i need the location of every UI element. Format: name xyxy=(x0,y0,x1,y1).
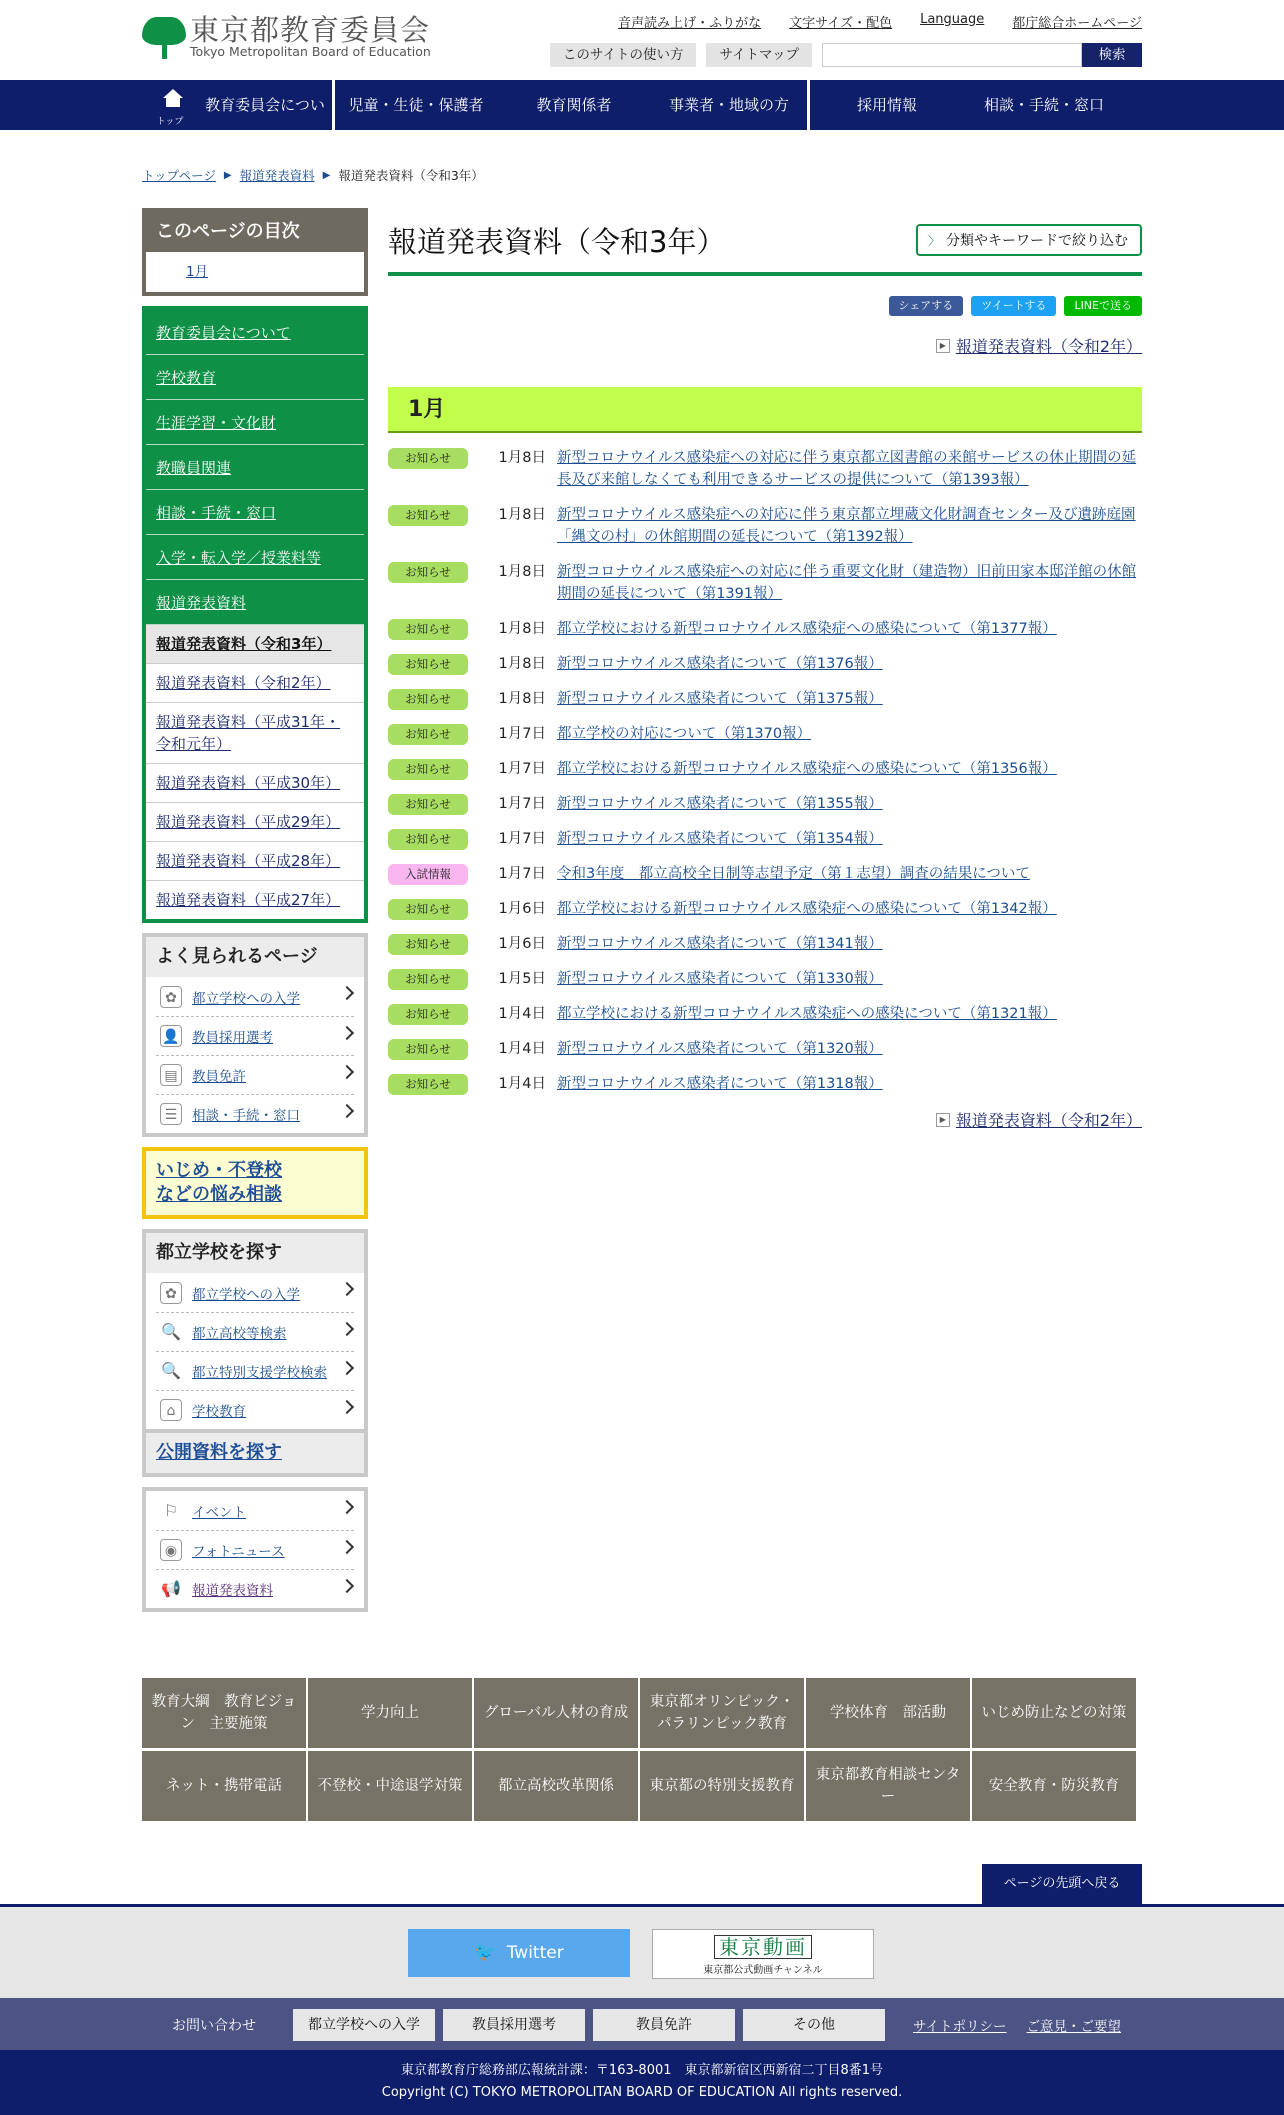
util-link-text-size[interactable]: 文字サイズ・配色 xyxy=(789,16,893,31)
school-link[interactable]: 都立学校への入学 xyxy=(192,1286,300,1303)
news-item xyxy=(388,447,1142,491)
camera-icon: ◉ xyxy=(160,1539,182,1561)
search-button[interactable]: 検索 xyxy=(1082,43,1142,67)
sidenav-item-school[interactable]: 学校教育 xyxy=(146,355,364,400)
tv-title: 東京動画 xyxy=(714,1935,812,1959)
school-emblem-icon: ✿ xyxy=(160,1282,182,1304)
popular-item[interactable] xyxy=(156,1094,354,1133)
megaphone-icon: 📢 xyxy=(161,1579,181,1598)
category-badge: お知らせ xyxy=(388,1039,468,1060)
footer-link-license[interactable]: 教員免許 xyxy=(593,2009,735,2041)
sidenav-item-admission[interactable]: 入学・転入学／授業料等 xyxy=(146,535,364,580)
chevron-right-icon xyxy=(340,1361,354,1375)
news-item xyxy=(388,653,1142,675)
chevron-right-icon xyxy=(340,1540,354,1554)
footer-banner[interactable]: 東京都教育相談センター xyxy=(806,1751,970,1821)
gnav-item-educators[interactable]: 教育関係者 xyxy=(536,96,612,114)
news-link[interactable]: 都立学校における新型コロナウイルス感染症への感染について（第1321報） xyxy=(557,1006,1057,1022)
breadcrumb-current: 報道発表資料（令和3年） xyxy=(338,168,484,183)
prev-year-link[interactable]: ▶ 報道発表資料（令和2年） xyxy=(388,334,1142,357)
chevron-right-icon xyxy=(340,1282,354,1296)
logo-subtitle: Tokyo Metropolitan Board of Education xyxy=(190,44,431,59)
news-item xyxy=(388,828,1142,850)
news-link[interactable]: 新型コロナウイルス感染者について（第1320報） xyxy=(557,1041,883,1057)
sidenav-sub-h27[interactable]: 報道発表資料（平成27年） xyxy=(146,881,364,919)
footer-banners xyxy=(142,1678,1138,1821)
news-link[interactable]: 新型コロナウイルス感染症への対応に伴う東京都立埋蔵文化財調査センター及び遺跡庭園「縄文の村」の休館期間の延長について（第1392報） xyxy=(557,507,1136,545)
news-item xyxy=(388,898,1142,920)
misc-link[interactable]: イベント xyxy=(192,1504,246,1521)
twitter-bird-icon: 🐦 xyxy=(474,1942,497,1963)
popular-title: よく見られるページ xyxy=(146,937,364,977)
popular-link[interactable]: 教員免許 xyxy=(192,1069,246,1085)
category-badge: お知らせ xyxy=(388,654,468,675)
news-date: 1月7日 xyxy=(498,831,546,847)
chevron-right-icon xyxy=(340,1500,354,1514)
utility-links xyxy=(618,12,1142,31)
category-badge: お知らせ xyxy=(388,794,468,815)
news-date: 1月7日 xyxy=(498,761,546,777)
news-link[interactable]: 令和3年度 都立高校全日制等志望予定（第１志望）調査の結果について xyxy=(557,866,1030,882)
filter-button[interactable]: 〉 分類やキーワードで絞り込む xyxy=(916,224,1142,256)
logo-title: 東京都教育委員会 xyxy=(190,13,431,47)
category-badge: お知らせ xyxy=(388,724,468,745)
footer-address: 東京都教育庁総務部広報統計課：〒163-8001 東京都新宿区西新宿二丁目8番1号 xyxy=(400,2063,884,2078)
person-icon: 👤 xyxy=(160,1025,182,1047)
chevron-right-icon: ▶ xyxy=(936,1113,950,1127)
sidenav-item-lifelong[interactable]: 生涯学習・文化財 xyxy=(146,400,364,445)
page-top-button[interactable]: ページの先頭へ戻る xyxy=(982,1864,1142,1904)
footer-links xyxy=(0,1998,1284,2050)
category-badge: お知らせ xyxy=(388,1004,468,1025)
ijime-consult-link[interactable]: いじめ・不登校 などの悩み相談 xyxy=(142,1147,368,1219)
school-item[interactable] xyxy=(156,1273,354,1312)
gnav-home-label: トップ xyxy=(156,117,184,127)
chevron-right-icon: ▶ xyxy=(322,169,331,181)
chevron-right-icon xyxy=(340,1065,354,1079)
footer-banner[interactable]: 学校体育 部活動 xyxy=(806,1678,970,1748)
gnav-item-consult[interactable]: 相談・手続・窓口 xyxy=(983,96,1104,114)
news-date: 1月5日 xyxy=(498,971,546,987)
category-badge: お知らせ xyxy=(388,689,468,710)
toc-title: このページの目次 xyxy=(156,221,300,242)
breadcrumb-top[interactable]: トップページ xyxy=(142,168,216,183)
flag-icon: ⚐ xyxy=(163,1500,179,1520)
chevron-right-icon: ▶ xyxy=(936,339,950,353)
news-date: 1月8日 xyxy=(498,450,546,466)
public-docs-link[interactable]: 公開資料を探す xyxy=(142,1433,368,1477)
news-date: 1月6日 xyxy=(498,936,546,952)
news-date: 1月4日 xyxy=(498,1006,546,1022)
sidebar xyxy=(142,208,368,1612)
misc-link[interactable]: フォトニュース xyxy=(192,1544,285,1560)
gnav-home[interactable] xyxy=(142,80,198,130)
chevron-right-icon xyxy=(340,986,354,1000)
news-date: 1月6日 xyxy=(498,901,546,917)
school-emblem-icon: ✿ xyxy=(160,986,182,1008)
find-school xyxy=(142,1229,368,1433)
category-badge: お知らせ xyxy=(388,505,468,526)
chevron-right-icon xyxy=(340,1400,354,1414)
sidenav-sub-r3[interactable]: 報道発表資料（令和3年） xyxy=(146,625,364,664)
misc-links xyxy=(142,1487,368,1612)
news-item xyxy=(388,618,1142,640)
search-icon: 🔍 xyxy=(161,1361,181,1380)
school-item[interactable] xyxy=(156,1351,354,1390)
news-item xyxy=(388,968,1142,990)
misc-item[interactable] xyxy=(156,1491,354,1530)
news-link[interactable]: 新型コロナウイルス感染者について（第1355報） xyxy=(557,796,883,812)
news-link[interactable]: 新型コロナウイルス感染者について（第1376報） xyxy=(557,656,883,672)
side-nav xyxy=(142,306,368,923)
tv-subtitle: 東京都公式動画チャンネル xyxy=(703,1965,823,1976)
news-link[interactable]: 新型コロナウイルス感染者について（第1354報） xyxy=(557,831,883,847)
chevron-right-icon xyxy=(340,1104,354,1118)
chevron-right-icon xyxy=(340,1026,354,1040)
sidenav-sub-h31[interactable]: 報道発表資料（平成31年・令和元年） xyxy=(146,703,364,764)
category-badge: お知らせ xyxy=(388,899,468,920)
popular-item[interactable] xyxy=(156,1016,354,1055)
sidenav-sub-h29[interactable]: 報道発表資料（平成29年） xyxy=(146,803,364,842)
news-date: 1月8日 xyxy=(498,621,546,637)
news-link[interactable]: 新型コロナウイルス感染者について（第1375報） xyxy=(557,691,883,707)
tokyo-douga-banner[interactable] xyxy=(652,1929,874,1979)
popular-link[interactable]: 都立学校への入学 xyxy=(192,990,300,1007)
misc-item[interactable] xyxy=(156,1530,354,1569)
footer-media xyxy=(0,1904,1284,1998)
news-date: 1月7日 xyxy=(498,866,546,882)
site-policy-link[interactable]: サイトポリシー xyxy=(913,2019,1007,2035)
footer-banner[interactable]: ネット・携帯電話 xyxy=(142,1751,306,1821)
page-title: 報道発表資料（令和3年） xyxy=(388,224,726,259)
twitter-banner[interactable]: 🐦 Twitter xyxy=(408,1929,630,1977)
news-item xyxy=(388,1003,1142,1025)
news-link[interactable]: 都立学校の対応について（第1370報） xyxy=(557,726,812,742)
category-badge: お知らせ xyxy=(388,448,468,469)
news-item xyxy=(388,863,1142,885)
inquiry-label: お問い合わせ xyxy=(172,2018,256,2034)
month-heading: 1月 xyxy=(388,387,1142,433)
home-icon xyxy=(163,89,183,98)
news-date: 1月7日 xyxy=(498,726,546,742)
gnav-item-recruit[interactable]: 採用情報 xyxy=(856,96,917,114)
news-item xyxy=(388,793,1142,815)
category-badge: お知らせ xyxy=(388,969,468,990)
footer-banner[interactable]: 不登校・中途退学対策 xyxy=(308,1751,472,1821)
school-building-icon: ⌂ xyxy=(160,1399,182,1421)
news-date: 1月7日 xyxy=(498,796,546,812)
site-guide-button[interactable]: このサイトの使い方 xyxy=(550,43,697,67)
news-link[interactable]: 新型コロナウイルス感染者について（第1318報） xyxy=(557,1076,883,1092)
util-link-tocho[interactable]: 都庁総合ホームページ xyxy=(1012,16,1142,31)
popular-item[interactable] xyxy=(156,977,354,1016)
footer-banner[interactable]: いじめ防止などの対策 xyxy=(972,1678,1136,1748)
news-link[interactable]: 都立学校における新型コロナウイルス感染症への感染について（第1342報） xyxy=(557,901,1057,917)
category-badge: お知らせ xyxy=(388,934,468,955)
sidenav-item-staff[interactable]: 教職員関連 xyxy=(146,445,364,490)
news-date: 1月4日 xyxy=(498,1041,546,1057)
chevron-right-icon: 〉 xyxy=(927,233,940,248)
sitemap-button[interactable]: サイトマップ xyxy=(706,43,812,67)
breadcrumb xyxy=(142,166,484,184)
sidenav-item-press[interactable]: 報道発表資料 xyxy=(146,580,364,625)
popular-link[interactable]: 教員採用選考 xyxy=(192,1030,273,1046)
twitter-share-button[interactable]: ツイートする xyxy=(971,296,1056,316)
search-input[interactable] xyxy=(822,43,1082,67)
news-date: 1月8日 xyxy=(498,564,546,580)
breadcrumb-press[interactable]: 報道発表資料 xyxy=(239,168,315,183)
news-date: 1月8日 xyxy=(498,656,546,672)
line-share-button[interactable]: LINEで送る xyxy=(1064,296,1142,316)
footer-link-admission[interactable]: 都立学校への入学 xyxy=(293,2009,435,2041)
chevron-right-icon xyxy=(340,1579,354,1593)
chevron-right-icon: ▶ xyxy=(223,169,232,181)
footer-banner[interactable]: 東京都オリンピック・パラリンピック教育 xyxy=(640,1678,804,1748)
school-link[interactable]: 都立特別支援学校検索 xyxy=(192,1365,327,1381)
sidenav-sub-r2[interactable]: 報道発表資料（令和2年） xyxy=(146,664,364,703)
sidenav-sub-h28[interactable]: 報道発表資料（平成28年） xyxy=(146,842,364,881)
misc-item[interactable] xyxy=(156,1569,354,1608)
school-item[interactable] xyxy=(156,1390,354,1429)
news-link[interactable]: 新型コロナウイルス感染症への対応に伴う東京都立図書館の来館サービスの休止期間の延長及び来館しなくても利用できるサービスの提供について（第1393報） xyxy=(557,450,1137,488)
news-item xyxy=(388,1073,1142,1095)
page-toc xyxy=(142,208,368,296)
facebook-share-button[interactable]: シェアする xyxy=(889,296,964,316)
news-date: 1月8日 xyxy=(498,507,546,523)
news-item xyxy=(388,933,1142,955)
footer-link-recruit[interactable]: 教員採用選考 xyxy=(443,2009,585,2041)
news-item xyxy=(388,723,1142,745)
category-badge: お知らせ xyxy=(388,1074,468,1095)
license-card-icon: ▤ xyxy=(160,1064,182,1086)
site-header xyxy=(0,0,1284,80)
chevron-right-icon xyxy=(340,1322,354,1336)
gnav-item-students[interactable]: 児童・生徒・保護者 xyxy=(348,96,484,114)
gnav-item-business[interactable]: 事業者・地域の方 xyxy=(668,96,789,114)
ginkgo-logo-icon xyxy=(142,15,186,59)
copyright-text: Copyright (C) TOKYO METROPOLITAN BOARD OF EDUCATION All rights reserved. xyxy=(381,2085,903,2100)
footer-banner[interactable]: 東京都の特別支援教育 xyxy=(640,1751,804,1821)
category-badge: お知らせ xyxy=(388,619,468,640)
news-link[interactable]: 新型コロナウイルス感染者について（第1330報） xyxy=(557,971,883,987)
toc-item-january[interactable]: 1月 xyxy=(186,264,209,280)
news-link[interactable]: 都立学校における新型コロナウイルス感染症への感染について（第1356報） xyxy=(557,761,1057,777)
news-list xyxy=(388,447,1142,1095)
share-buttons xyxy=(388,296,1142,316)
news-item xyxy=(388,1038,1142,1060)
clipboard-icon: ☰ xyxy=(160,1103,182,1125)
util-link-language[interactable]: Language xyxy=(920,12,985,27)
gnav-item-board[interactable]: 教育委員会について xyxy=(205,96,325,164)
news-item xyxy=(388,758,1142,780)
news-item xyxy=(388,504,1142,548)
popular-item[interactable] xyxy=(156,1055,354,1094)
prev-year-link-bottom[interactable]: ▶ 報道発表資料（令和2年） xyxy=(388,1108,1142,1131)
sidenav-sub-h30[interactable]: 報道発表資料（平成30年） xyxy=(146,764,364,803)
school-item[interactable] xyxy=(156,1312,354,1351)
news-item xyxy=(388,561,1142,605)
category-badge: 入試情報 xyxy=(388,864,468,885)
footer-banner[interactable]: 学力向上 xyxy=(308,1678,472,1748)
footer-link-other[interactable]: その他 xyxy=(743,2009,885,2041)
news-date: 1月4日 xyxy=(498,1076,546,1092)
main-content xyxy=(388,208,1142,1131)
news-date: 1月8日 xyxy=(498,691,546,707)
find-school-title: 都立学校を探す xyxy=(146,1233,364,1273)
news-link[interactable]: 新型コロナウイルス感染者について（第1341報） xyxy=(557,936,883,952)
category-badge: お知らせ xyxy=(388,829,468,850)
footer-banner[interactable]: 教育大綱 教育ビジョン 主要施策 xyxy=(142,1678,306,1748)
misc-link[interactable]: 報道発表資料 xyxy=(192,1583,273,1599)
util-link-reading[interactable]: 音声読み上げ・ふりがな xyxy=(618,16,762,31)
category-badge: お知らせ xyxy=(388,562,468,583)
news-item xyxy=(388,688,1142,710)
category-badge: お知らせ xyxy=(388,759,468,780)
footer-banner[interactable]: 安全教育・防災教育 xyxy=(972,1751,1136,1821)
footer-copyright xyxy=(0,2050,1284,2115)
site-logo[interactable] xyxy=(142,15,431,59)
school-link[interactable]: 学校教育 xyxy=(192,1404,246,1420)
news-link[interactable]: 都立学校における新型コロナウイルス感染症への感染について（第1377報） xyxy=(557,621,1057,637)
search-icon: 🔍 xyxy=(161,1322,181,1341)
popular-link[interactable]: 相談・手続・窓口 xyxy=(192,1108,300,1124)
footer-banner[interactable]: グローバル人材の育成 xyxy=(474,1678,638,1748)
footer-banner[interactable]: 都立高校改革関係 xyxy=(474,1751,638,1821)
global-nav xyxy=(0,80,1284,164)
sidenav-item-board[interactable]: 教育委員会について xyxy=(146,310,364,355)
sidenav-item-consult[interactable]: 相談・手続・窓口 xyxy=(146,490,364,535)
news-link[interactable]: 新型コロナウイルス感染症への対応に伴う重要文化財（建造物）旧前田家本邸洋館の休館期間の延長について（第1391報） xyxy=(557,564,1137,602)
opinion-link[interactable]: ご意見・ご要望 xyxy=(1026,2019,1122,2035)
popular-pages xyxy=(142,933,368,1137)
school-link[interactable]: 都立高校等検索 xyxy=(192,1326,287,1342)
